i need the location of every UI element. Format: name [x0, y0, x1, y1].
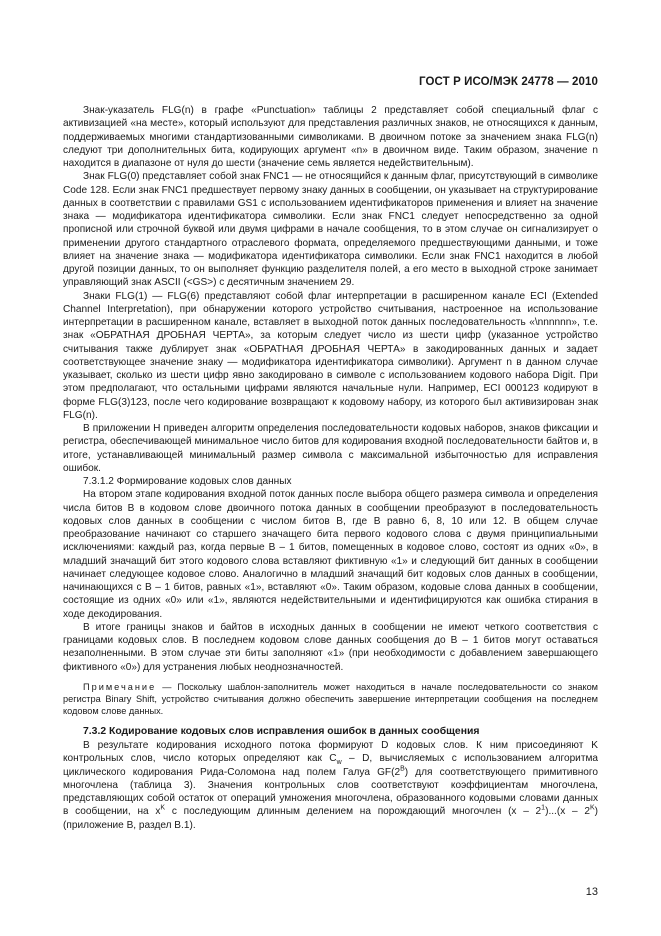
paragraph-appendix-h: В приложении Н приведен алгоритм определения последовательности кодовых наборов, знаков фиксации и регистра, обеспечивающей минимальное число битов для кодирования входной последовательности байтов и, в итоге, устанавливающей минимальный размер символа с максимальной избыточностью для исправления ошибок.	[63, 423, 598, 474]
page-body	[63, 104, 598, 832]
note-paragraph	[63, 681, 598, 717]
paragraph-data-codewords: На втором этапе кодирования входной поток данных после выбора общего размера символа и определения числа битов В в кодовом слове двоичного потока данных в сообщении преобразуют в последовательность кодовых слов данных в сообщении с числом битов В, где В равно 6, 8, 10 или 12. В общем случае преобразование начинают со старшего значащего бита первого кодового слова с двумя принципиальными исключениями: каждый раз, когда первые В – 1 битов, помещенных в кодовое слово, состоят из одних «0», в младший значащий бит этого кодового слова вставляют фиктивную «1» и следующий бит данных в сообщении начинает следующее кодовое слово. Аналогично в младший значащий бит кодовых слов данных в сообщении, начинающихся с В – 1 битов, равных «1», вставляют «0». Таким образом, кодовые слова данных в сообщении, состоящие из одних «0» или «1», являются недействительными и идентифицируются как ошибка стирания в ходе декодирования.	[63, 489, 598, 620]
note-label: Примечание	[83, 681, 157, 692]
paragraph-flg-eci: Знаки FLG(1) — FLG(6) представляют собой флаг интерпретации в расширенном канале ECI (Extended Channel Interpretation), при обнаружении которого устройство считывания, настроенное на использование интерпретации в расширенном канале, вставляет в выходной поток данных последовательность «\nnnnnn», т.е. знак «ОБРАТНАЯ ДРОБНАЯ ЧЕРТА», за которым следует число из шести цифр (указанное устройство считывания также дублирует знак «ОБРАТНАЯ ДРОБНАЯ ЧЕРТА» в закодированных данных и задает соответствующее значение знаку — модификатора идентификатора символики). Аргумент n в данном случае указывает, сколько из шести цифр явно закодировано в символе с использованием кодового набора Digit. При этом предполагают, что остальными цифрами являются начальные нули. Например, ECI 000123 кодируют в форме FLG(3)123, после чего кодирование возвращают к кодовому набору, из которого был активизирован знак FLG(n).	[63, 290, 598, 421]
note-text: — Поскольку шаблон-заполнитель может находиться в начале последовательности со знаком регистра Binary Shift, устройство считывания должно обеспечить завершение интерпретации сообщения на последнем кодовом слове данных.	[63, 681, 598, 716]
page-number: 13	[585, 886, 598, 898]
standard-header: ГОСТ Р ИСО/МЭК 24778 — 2010	[419, 76, 598, 88]
section-heading-7-3-2: 7.3.2 Кодирование кодовых слов исправления ошибок в данных сообщения	[83, 725, 480, 737]
paragraph-error-correction: В результате кодирования исходного потока формируют D кодовых слов. К ним присоединяют K контрольных слов, число которых определяют как $C_w$ – D, вычисляемых с использованием алгоритма циклического кодирования Рида-Соломона над полем Галуа $GF(2^B)$ для соответствующего примитивного многочлена (таблица 3). Значения контрольных слов соответствуют коэффициентам многочлена, представляющих собой остаток от операций умножения многочлена, образованного кодовыми словами данных в сообщении, на $x^K$ с последующим длинным делением на порождающий многочлен $(x - 2^1)...(x - 2^K)$ (приложение В, раздел В.1).	[63, 740, 598, 831]
paragraph-flg0-fnc1: Знак FLG(0) представляет собой знак FNC1 — не относящийся к данным флаг, присутствующий в символике Code 128. Если знак FNC1 предшествует первому знаку данных в сообщении, он указывает на структурирование данных в соответствии с правилами GS1 с использованием идентификаторов применения и влияет на значение знака — модификатора идентификатора символики. Если знак FNC1 следует непосредственно за одной прописной или строчной буквой или двумя цифрами в начале сообщения, то в этом случае он сигнализирует о применении другого стандартного отраслевого формата, определяемого предшествующими данными, и тоже влияет на значение знака — модификатора идентификатора символики. Если знак FNC1 находится в любой другой позиции данных, то он выполняет функцию разделителя полей, а его место в выходной строке занимает управляющий знак ASCII (<GS>) с десятичным значением 29.	[63, 171, 598, 289]
paragraph-padding: В итоге границы знаков и байтов в исходных данных в сообщении не имеют четкого соответствия с границами кодовых слов. В последнем кодовом слове данных сообщения до В – 1 битов могут оставаться незаполненными. В этом случае эти биты заполняют «1» (при необходимости с добавлением завершающего фиктивного «0») для устранения любых неоднозначностей.	[63, 621, 598, 673]
paragraph-flg-pointer: Знак-указатель FLG(n) в графе «Punctuation» таблицы 2 представляет собой специальный флаг с активизацией «на месте», который используют для представления различных знаков, не относящихся к данным, поддерживаемых многими стандартизованными символиками. В двоичном потоке за значением знака FLG(n) следуют три дополнительных бита, кодирующих аргумент «n» в двоичном виде. Таким образом, значение n находится в диапазоне от нуля до шести (значение семь является недействительным).	[63, 105, 598, 169]
section-heading-7-3-1-2: 7.3.1.2 Формирование кодовых слов данных	[83, 476, 292, 487]
